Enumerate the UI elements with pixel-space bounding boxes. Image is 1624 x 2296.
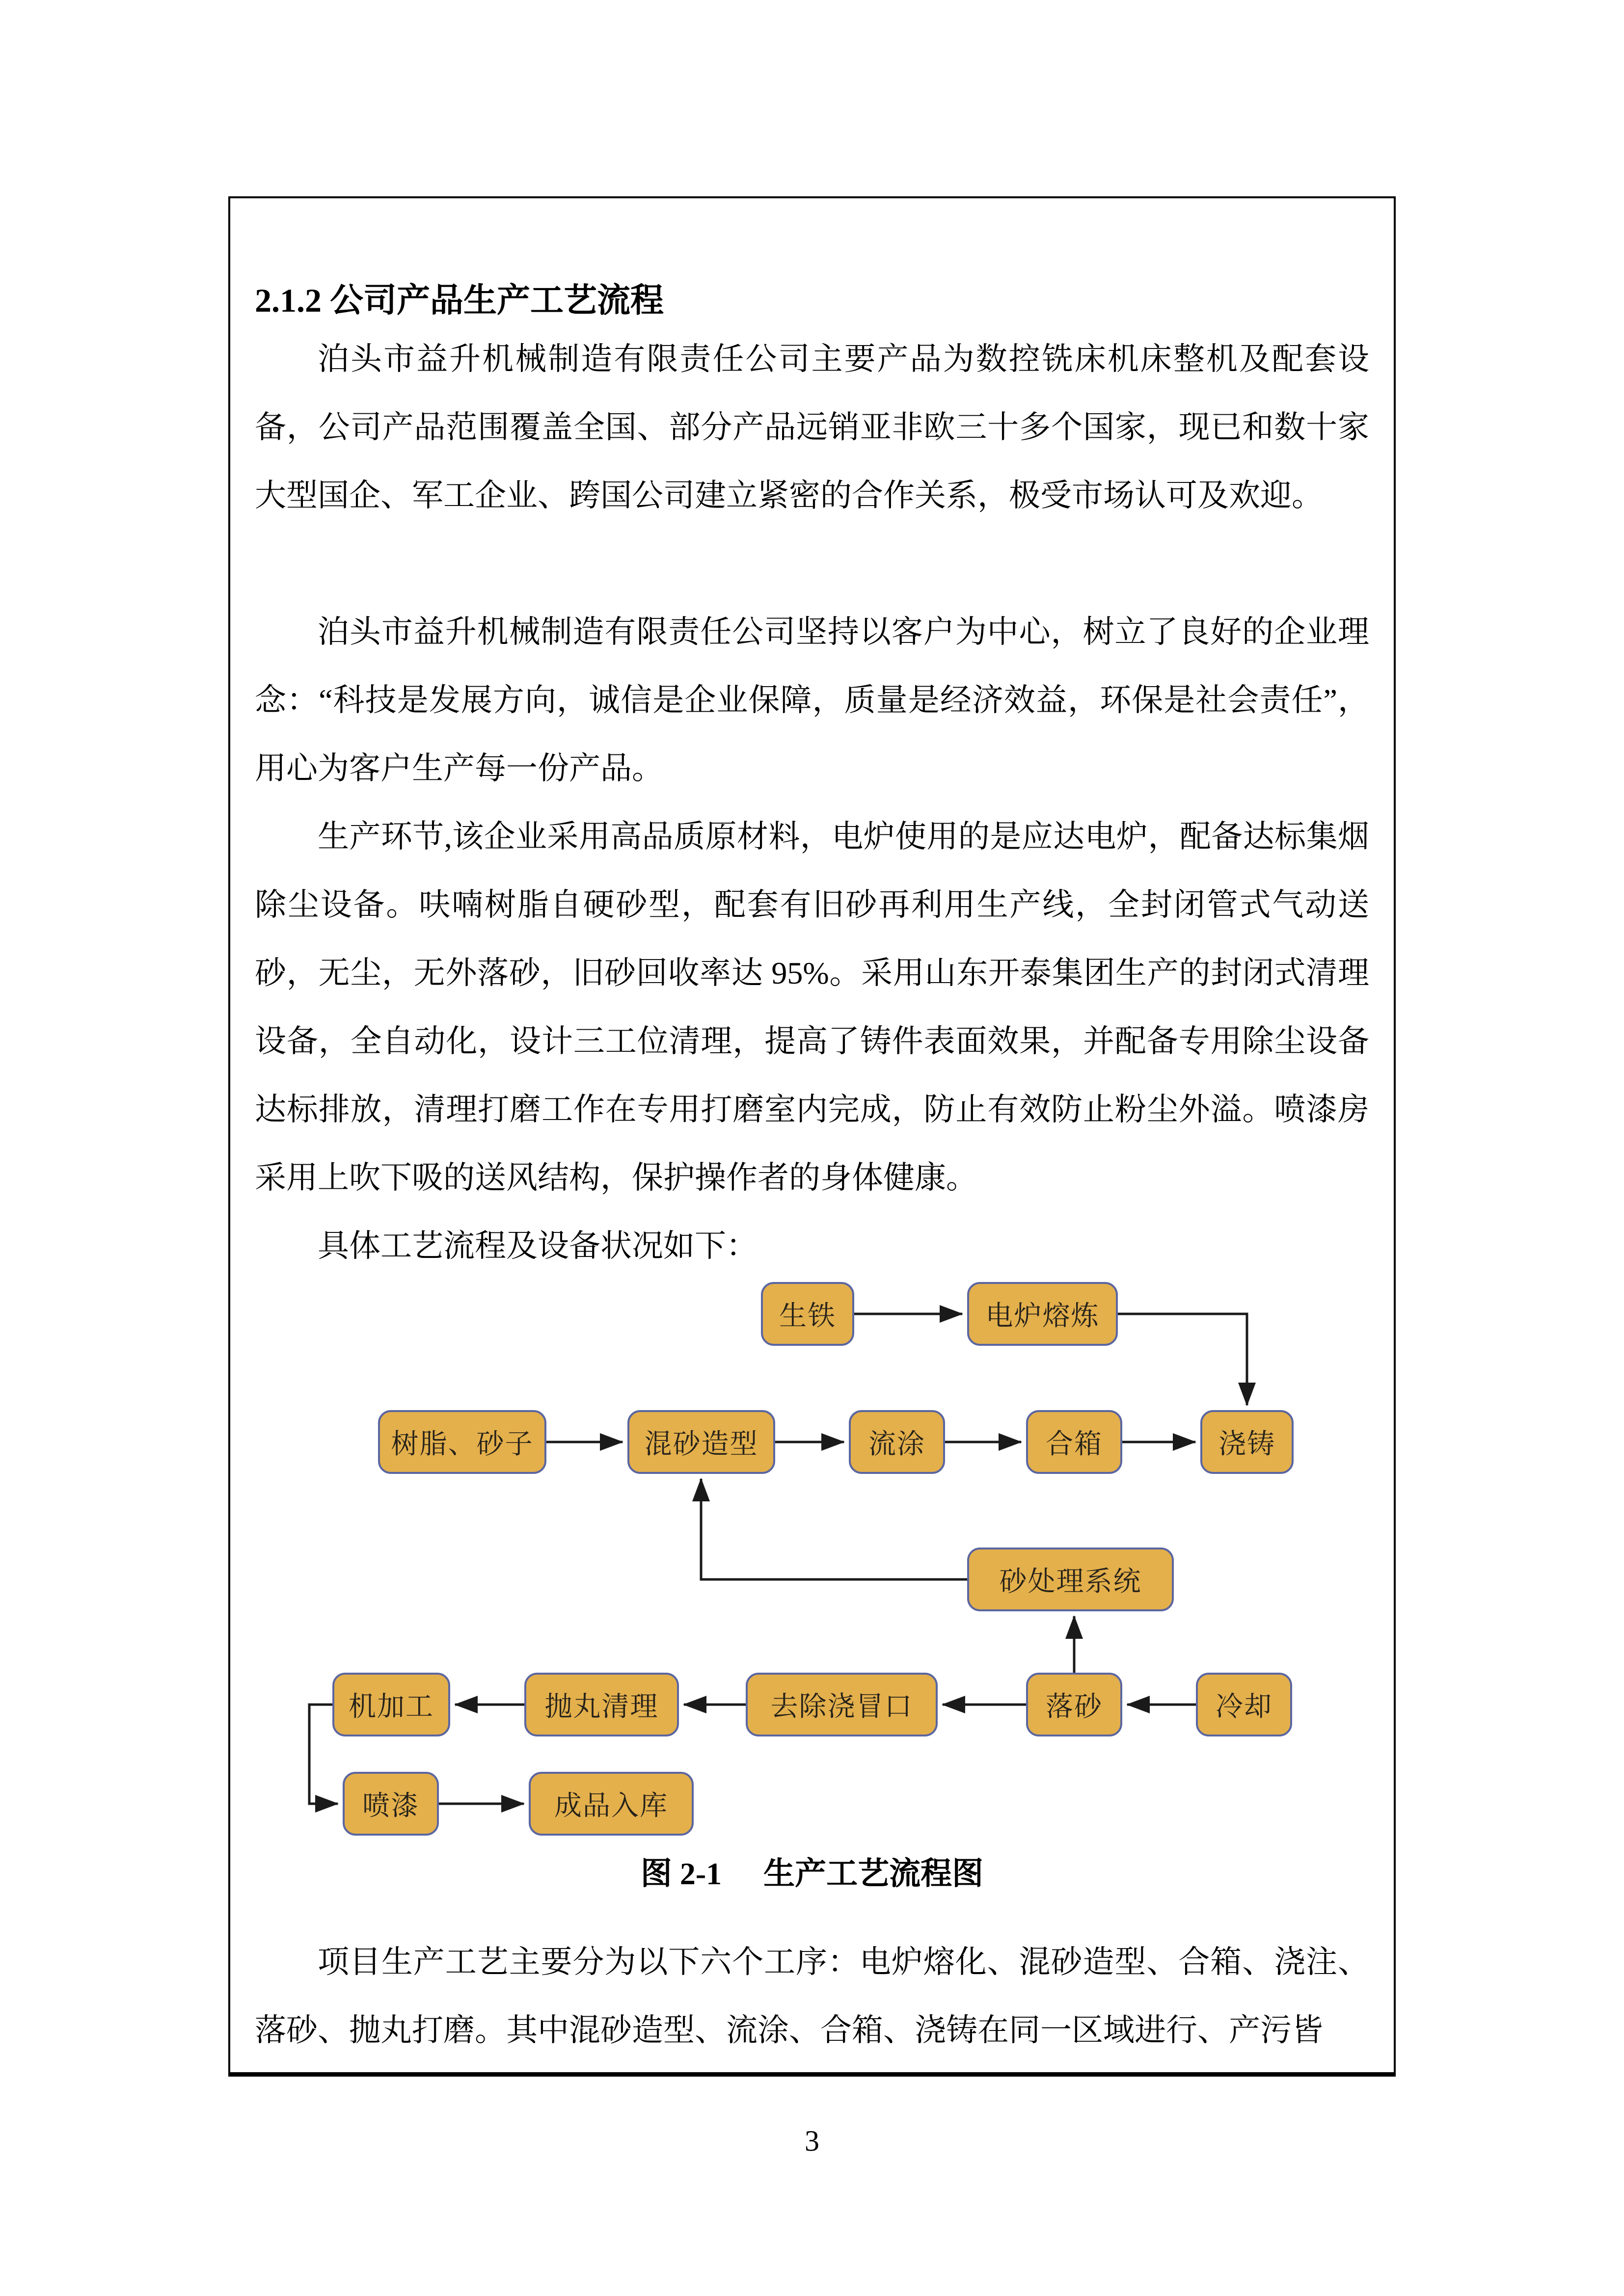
flowchart <box>295 1282 1396 1837</box>
paragraph-production-details: 生产环节,该企业采用高品质原材料，电炉使用的是应达电炉，配备达标集烟除尘设备。呋喃树脂自硬砂型，配套有旧砂再利用生产线，全封闭管式气动送砂，无尘，无外落砂，旧砂回收率达 95%。采用山东开泰集团生产的封闭式清理设备，全自动化，设计三工位清理，提高了铸件表面效果，并配备专用除尘设备达标排放，清理打磨工作在专用打磨室内完成，防止有效防止粉尘外溢。喷漆房采用上吹下吸的送风结构，保护操作者的身体健康。 <box>255 819 1369 1195</box>
flow-node-quchu-jiaomaokou: 去除浇冒口 <box>746 1673 938 1736</box>
flow-edges <box>295 1282 1396 1837</box>
paragraph-process-intro: 具体工艺流程及设备状况如下： <box>318 1228 758 1263</box>
flow-node-hunsha-zaoxing: 混砂造型 <box>627 1410 775 1474</box>
flow-node-hexiang: 合箱 <box>1026 1410 1122 1474</box>
flow-node-shuzhi-shazi: 树脂、砂子 <box>378 1410 546 1474</box>
figure-title: 生产工艺流程图 <box>763 1856 984 1891</box>
figure-label: 图 2-1 <box>640 1856 722 1891</box>
paragraph-six-steps: 项目生产工艺主要分为以下六个工序：电炉熔化、混砂造型、合箱、浇注、落砂、抛丸打磨。其中混砂造型、流涂、合箱、浇铸在同一区域进行、产污皆 <box>255 1945 1369 2048</box>
section-heading: 2.1.2 公司产品生产工艺流程 <box>255 282 664 319</box>
page-number: 3 <box>805 2125 819 2157</box>
flow-node-dianlu-rongli: 电炉熔炼 <box>967 1282 1118 1346</box>
flow-node-jiaozhu: 浇铸 <box>1200 1410 1294 1474</box>
flow-edge-shachuli-to-hunsha-zaoxing <box>701 1479 967 1579</box>
flow-node-chengpin-ruku: 成品入库 <box>529 1772 694 1836</box>
flow-node-lengque: 冷却 <box>1196 1673 1292 1736</box>
flow-node-sheng-tie: 生铁 <box>761 1282 854 1346</box>
figure-caption <box>255 1849 1369 1898</box>
paragraph-company-products: 泊头市益升机械制造有限责任公司主要产品为数控铣床机床整机及配套设备，公司产品范围覆盖全国、部分产品远销亚非欧三十多个国家，现已和数十家大型国企、军工企业、跨国公司建立紧密的合作关系，极受市场认可及欢迎。 <box>255 342 1369 513</box>
flow-node-jijiagong: 机加工 <box>332 1673 450 1736</box>
flow-node-paowan-qingli: 抛丸清理 <box>524 1673 679 1736</box>
flow-edge-dianlu-rongli-to-jiaozhu <box>1118 1314 1247 1405</box>
content-border-box <box>228 196 1396 2077</box>
flow-node-penqi: 喷漆 <box>343 1772 439 1836</box>
flow-node-luosha: 落砂 <box>1026 1673 1122 1736</box>
paragraph-company-philosophy: 泊头市益升机械制造有限责任公司坚持以客户为中心，树立了良好的企业理念：“科技是发展方向，诚信是企业保障，质量是经济效益，环保是社会责任”，用心为客户生产每一份产品。 <box>255 614 1369 786</box>
flow-node-shachuli: 砂处理系统 <box>967 1548 1174 1611</box>
flow-node-liutu: 流涂 <box>849 1410 945 1474</box>
